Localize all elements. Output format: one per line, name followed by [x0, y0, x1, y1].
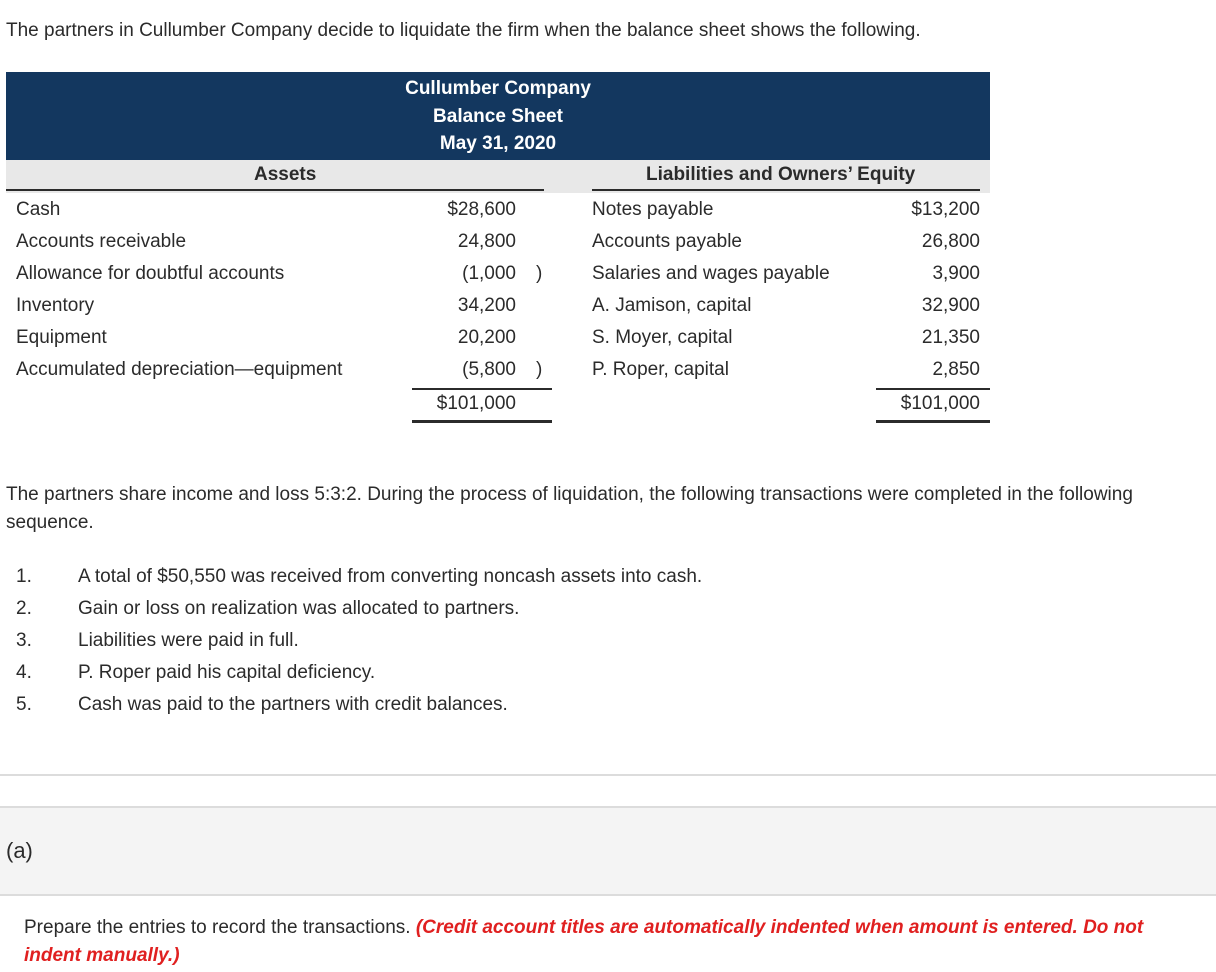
- list-text: Gain or loss on realization was allocated to partners.: [78, 598, 520, 619]
- company-name: Cullumber Company: [405, 78, 591, 99]
- asset-paren: ): [536, 359, 543, 380]
- asset-label: Accumulated depreciation—equipment: [16, 359, 343, 380]
- list-text: P. Roper paid his capital deficiency.: [78, 662, 376, 683]
- asset-amount: (1,000: [462, 263, 516, 284]
- liabilities-double-underline: [876, 420, 990, 423]
- liabilities-total: $101,000: [900, 393, 980, 414]
- statement-date: May 31, 2020: [439, 133, 557, 154]
- liabilities-subtotal-line: [876, 388, 990, 390]
- asset-label: Accounts receivable: [16, 231, 187, 252]
- list-number: 2.: [16, 598, 32, 619]
- liability-label: Accounts payable: [592, 231, 742, 252]
- liabilities-header-underline: [592, 189, 980, 191]
- asset-amount: 24,800: [457, 231, 516, 252]
- liability-label: Notes payable: [592, 199, 714, 220]
- partnership-paragraph: The partners share income and loss 5:3:2. During the process of liquidation, the following transactions were completed in the following sequence.: [6, 484, 1133, 533]
- asset-amount: $28,600: [447, 199, 516, 220]
- liability-label: P. Roper, capital: [592, 359, 729, 380]
- liability-amount: $13,200: [911, 199, 980, 220]
- intro-text: The partners in Cullumber Company decide to liquidate the firm when the balance sheet shows the following.: [6, 20, 921, 41]
- asset-amount: (5,800: [462, 359, 516, 380]
- liability-amount: 21,350: [921, 327, 980, 348]
- list-text: A total of $50,550 was received from converting noncash assets into cash.: [78, 566, 703, 587]
- part-label: (a): [6, 838, 33, 863]
- part-a-header: [0, 806, 1216, 896]
- balance-sheet-header: [6, 72, 990, 160]
- list-number: 3.: [16, 630, 32, 651]
- assets-total: $101,000: [436, 393, 516, 414]
- list-number: 5.: [16, 694, 32, 715]
- asset-amount: 34,200: [457, 295, 516, 316]
- liabilities-header: Liabilities and Owners’ Equity: [646, 164, 916, 185]
- liability-label: Salaries and wages payable: [592, 263, 830, 284]
- liability-label: A. Jamison, capital: [592, 295, 752, 316]
- instructions: [24, 914, 1204, 970]
- asset-paren: ): [536, 263, 543, 284]
- asset-label: Inventory: [16, 295, 95, 316]
- statement-name: Balance Sheet: [433, 106, 563, 127]
- assets-header-underline: [6, 189, 544, 191]
- liability-amount: 26,800: [921, 231, 980, 252]
- asset-label: Cash: [16, 199, 61, 220]
- section-divider: [0, 774, 1216, 776]
- asset-amount: 20,200: [457, 327, 516, 348]
- assets-subtotal-line: [412, 388, 552, 390]
- liability-amount: 3,900: [932, 263, 980, 284]
- liability-amount: 2,850: [932, 359, 980, 380]
- instructions-main: Prepare the entries to record the transactions.: [24, 917, 411, 938]
- asset-label: Equipment: [16, 327, 107, 348]
- list-number: 1.: [16, 566, 32, 587]
- asset-label: Allowance for doubtful accounts: [16, 263, 285, 284]
- liability-label: S. Moyer, capital: [592, 327, 733, 348]
- list-text: Liabilities were paid in full.: [78, 630, 299, 651]
- instructions-note: (Credit account titles are automatically indented when amount is entered. Do not indent manually.): [24, 917, 1144, 966]
- list-number: 4.: [16, 662, 32, 683]
- assets-double-underline: [412, 420, 552, 423]
- list-text: Cash was paid to the partners with credit balances.: [78, 694, 508, 715]
- assets-header: Assets: [254, 164, 317, 185]
- liability-amount: 32,900: [921, 295, 980, 316]
